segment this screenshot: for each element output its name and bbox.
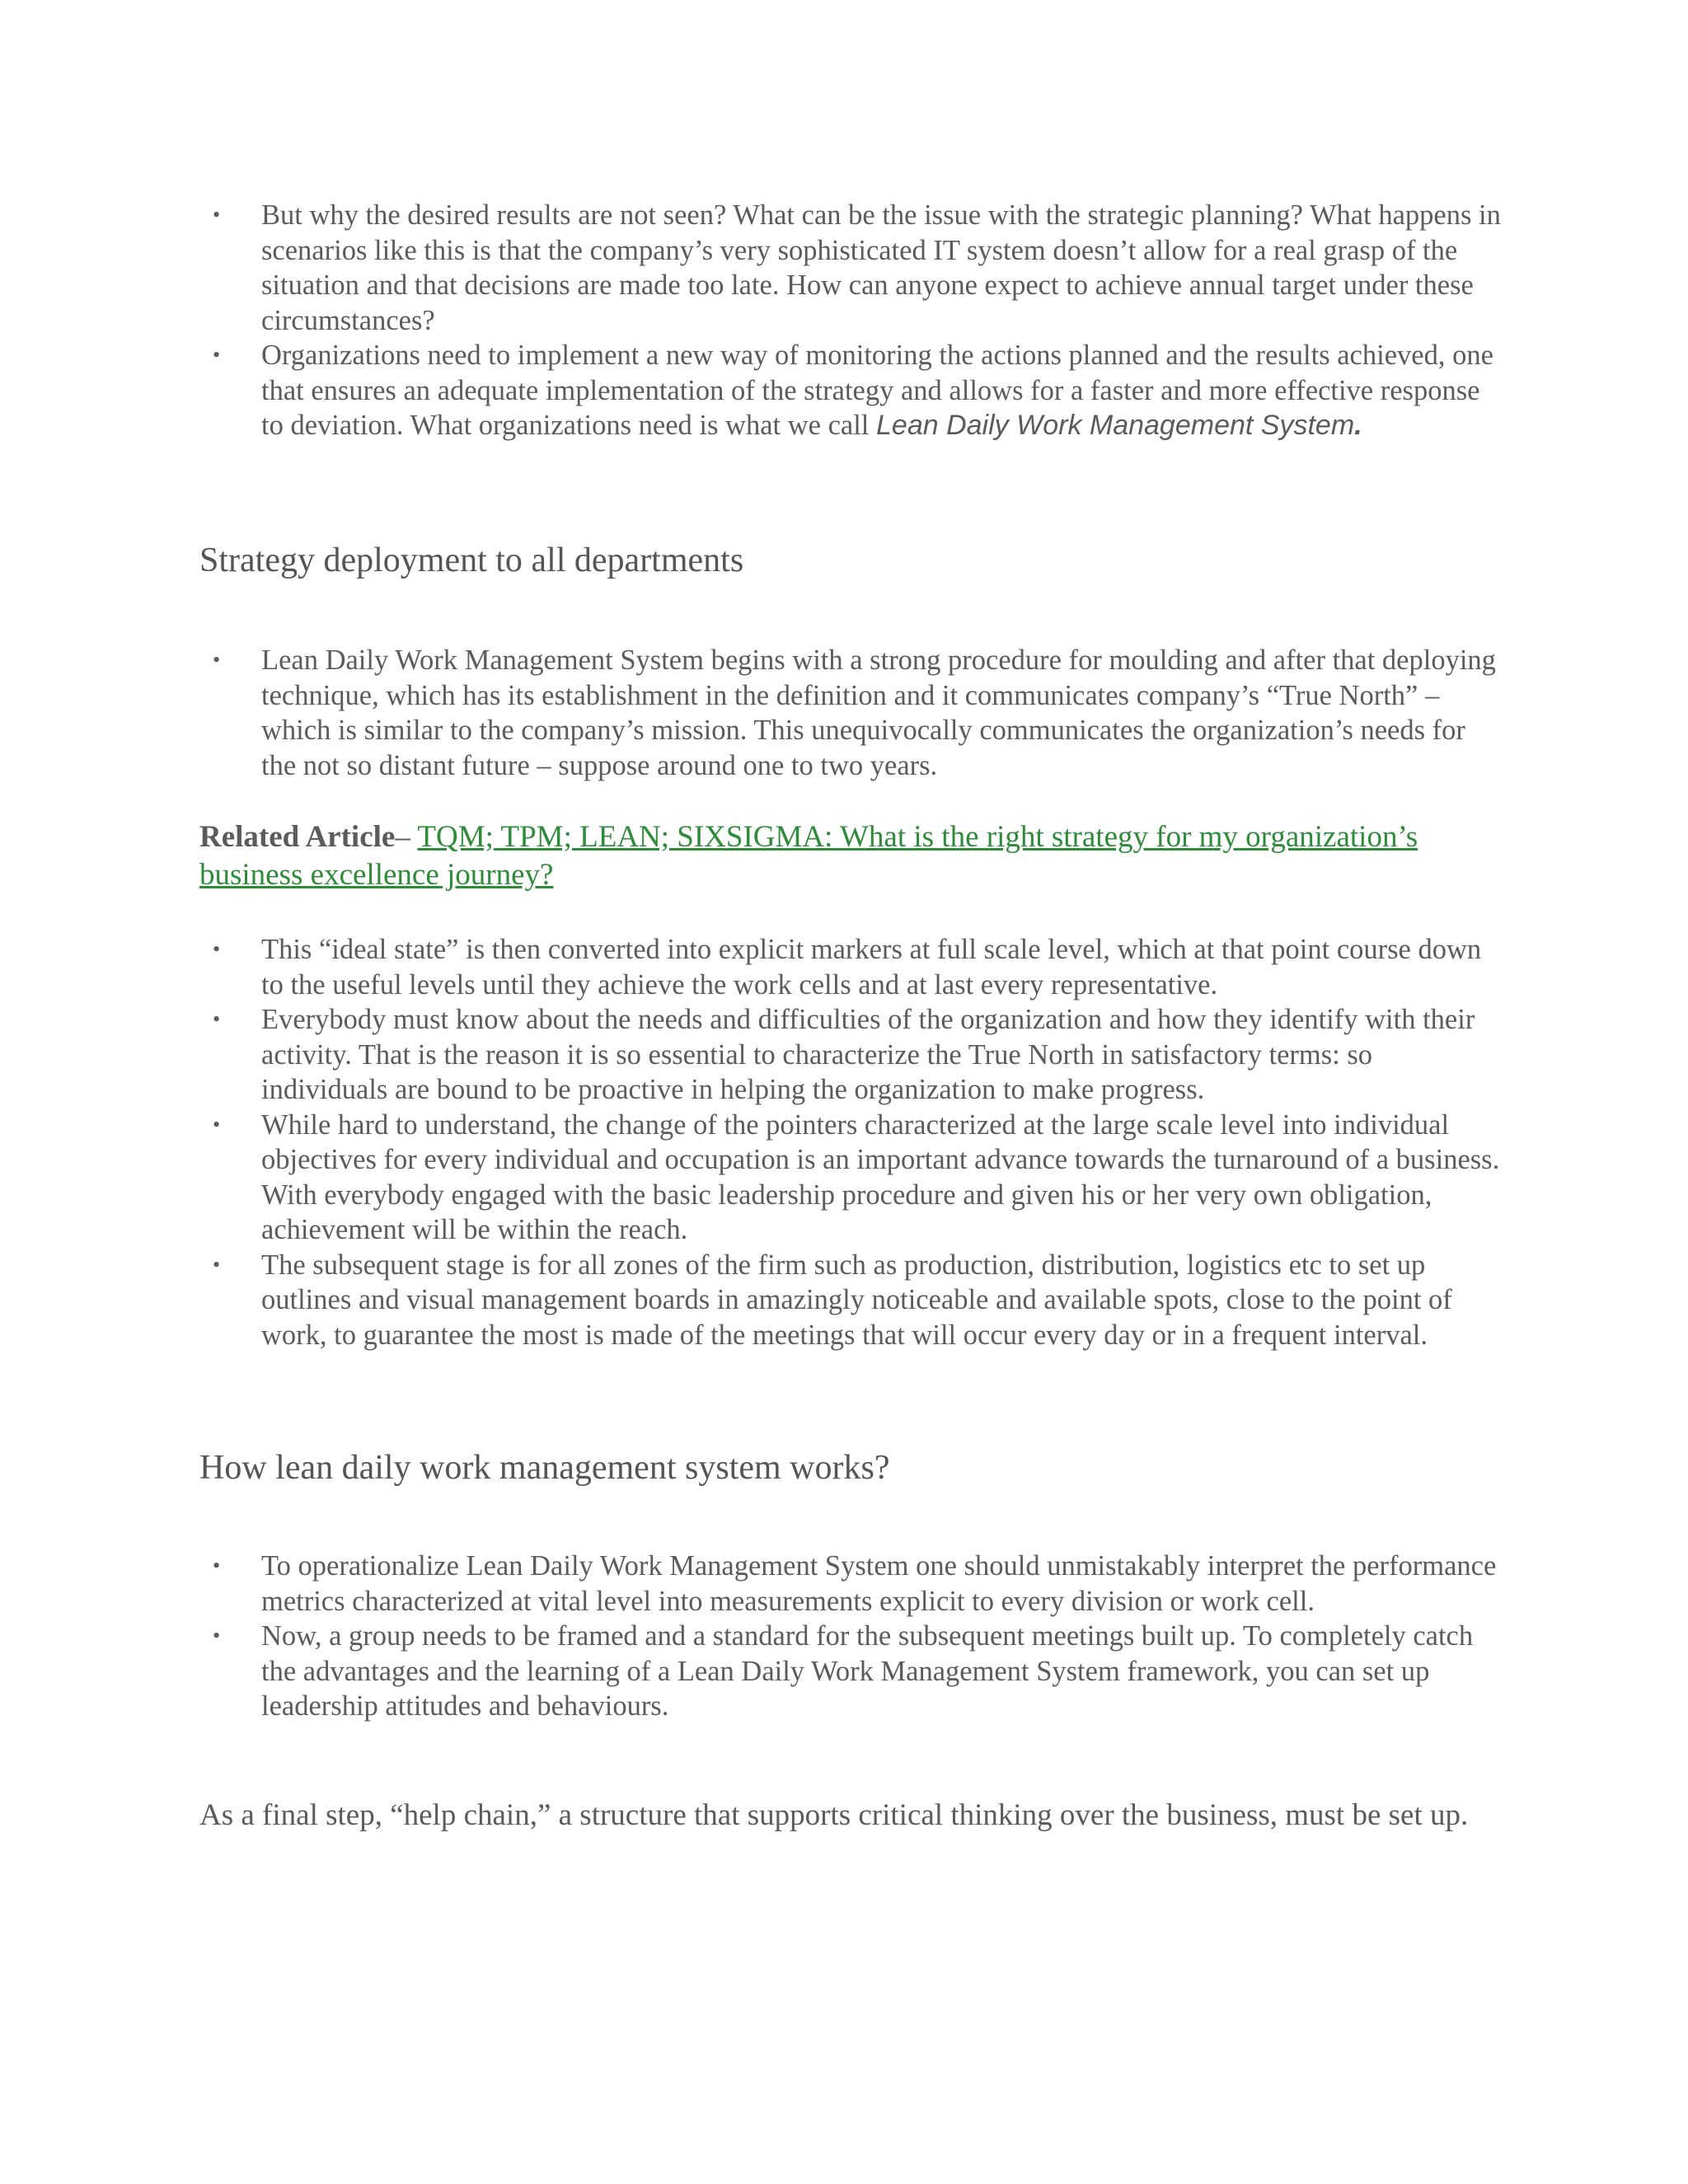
bullet-text: Lean Daily Work Management System begins with a strong procedure for moulding and after that deploying technique, which has its establishment in the definition and it communicates company’s “True North” – which is similar to the company’s mission. This unequivocally communicates the organization’s needs for the not so distant future – suppose around one to two years. xyxy=(261,644,1496,781)
list-item xyxy=(199,643,1502,783)
related-article-link[interactable]: TQM; TPM; LEAN; SIXSIGMA: What is the right strategy for my organization’s business excellence journey? xyxy=(199,820,1418,892)
closing-paragraph: As a final step, “help chain,” a structure that supports critical thinking over the business, must be set up. xyxy=(199,1798,1469,1832)
bullet-icon: • xyxy=(213,343,221,367)
bullet-text: While hard to understand, the change of the pointers characterized at the large scale level into individual objectives for every individual and occupation is an important advance towards the turnaround of a business. With everybody engaged with the basic leadership procedure and given his or her very own obligation, achievement will be within the reach. xyxy=(261,1108,1500,1245)
related-article xyxy=(199,818,1518,894)
bullet-text: Everybody must know about the needs and difficulties of the organization and how they identify with their activity. That is the reason it is so essential to characterize the True North in satisfactory terms: so individuals are bound to be proactive in helping the organization to make progress. xyxy=(261,1004,1475,1105)
section-heading-how: How lean daily work management system works? xyxy=(199,1449,890,1487)
strategy-bullet-list xyxy=(199,643,1502,783)
bullet-icon: • xyxy=(213,937,221,961)
bullet-icon: • xyxy=(213,1252,221,1277)
list-item xyxy=(199,338,1502,443)
bullet-icon: • xyxy=(213,1007,221,1031)
bullet-text: The subsequent stage is for all zones of the firm such as production, distribution, logistics etc to set up outlines and visual management boards in amazingly noticeable and available spots, close to the point of work, to guarantee the most is made of the meetings that will occur every day or in a frequent interval. xyxy=(261,1249,1452,1351)
operationalize-bullet-list xyxy=(199,1549,1502,1724)
emphasis-period: . xyxy=(1354,410,1362,441)
list-item xyxy=(199,1248,1502,1353)
emphasis-term: Lean Daily Work Management System xyxy=(876,410,1355,441)
list-item xyxy=(199,198,1502,338)
list-item xyxy=(199,932,1502,1002)
list-item xyxy=(199,1002,1502,1108)
bullet-text: Now, a group needs to be framed and a standard for the subsequent meetings built up. To completely catch the advantages and the learning of a Lean Daily Work Management System framework, you can set up leadership attitudes and behaviours. xyxy=(261,1620,1474,1722)
list-item xyxy=(199,1549,1502,1619)
list-item xyxy=(199,1108,1502,1248)
related-article-dash: – xyxy=(395,820,418,854)
bullet-text: To operationalize Lean Daily Work Management System one should unmistakably interpret the performance metrics characterized at vital level into measurements explicit to every division or work cell. xyxy=(261,1550,1497,1617)
section-heading-strategy: Strategy deployment to all departments xyxy=(199,541,744,579)
bullet-icon: • xyxy=(213,1112,221,1137)
bullet-icon: • xyxy=(213,1554,221,1577)
bullet-text: Organizations need to implement a new way of monitoring the actions planned and the results achieved, one that ensures an adequate implementation of the strategy and allows for a faster and more effective response to deviation. What organizations need is what we call xyxy=(261,340,1493,441)
bullet-icon: • xyxy=(213,1624,221,1647)
intro-bullet-list xyxy=(199,198,1502,443)
bullet-text: This “ideal state” is then converted into explicit markers at full scale level, which at that point course down to the useful levels until they achieve the work cells and at last every representative. xyxy=(261,934,1482,1001)
related-article-label: Related Article xyxy=(199,820,396,854)
list-item xyxy=(199,1619,1502,1724)
bullet-icon: • xyxy=(213,203,221,227)
bullet-icon: • xyxy=(213,648,221,672)
bullet-text: But why the desired results are not seen? What can be the issue with the strategic planning? What happens in scenarios like this is that the company’s very sophisticated IT system doesn’t allow for a real grasp of the situation and that decisions are made too late. How can anyone expect to achieve annual target under these circumstances? xyxy=(261,199,1501,336)
ideal-state-bullet-list xyxy=(199,932,1502,1352)
